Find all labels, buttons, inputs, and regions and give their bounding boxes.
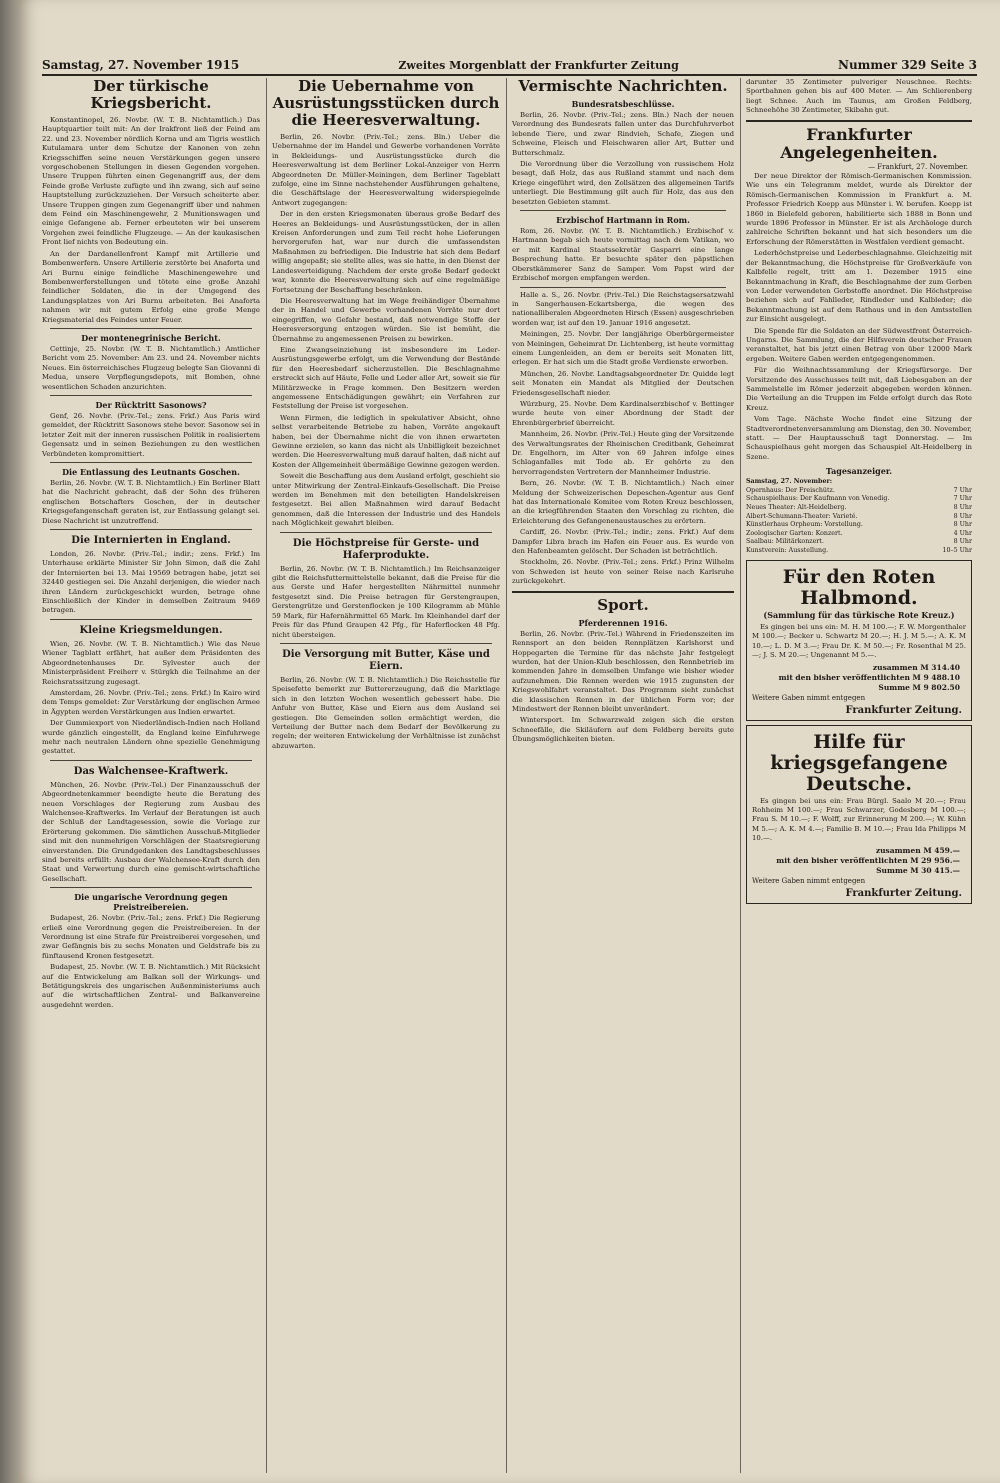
local-news-title: Frankfurter Angelegenheiten. [780, 124, 938, 162]
appeal-body: Es gingen bei uns ein: Frau Bürgl. Saalo M 20.—; Frau Rohheim M 100.—; Frau Schwarzer, Godesberg M 100.—; Frau S. M 10.—; F. Wolff, zur Erinnerung M 200.—; W. Kühn M 5.—; A. K. M 4.—; Familie B. M 10.—; Frau Ida Philipps M 10.—. [752, 796, 966, 843]
schedule-time: 7 Uhr [953, 495, 972, 503]
divider [280, 532, 492, 533]
divider [520, 210, 726, 211]
schedule-time: 8 Uhr [953, 538, 972, 546]
divider [50, 462, 252, 463]
schedule-event: Neues Theater: Alt-Heidelberg. [746, 504, 847, 511]
divider [280, 643, 492, 644]
newspaper-page [18, 0, 1000, 1483]
article-paragraph: Für die Weihnachtssammlung der Kriegsfürsorge. Der Vorsitzende des Ausschusses teilt mit, daß Liebesgaben an der Sammelstelle im Römer jederzeit abgegeben werden können. Die Verteilung an die Truppen im Felde erfolgt durch das Rote Kreuz. [746, 366, 972, 412]
section-heading: Das Walchensee-Kraftwerk. [73, 765, 229, 777]
schedule-row [746, 487, 972, 496]
section-heading: Die Internierten in England. [71, 535, 231, 547]
schedule-row [746, 504, 972, 513]
article-paragraph: Bern, 26. Novbr. (W. T. B. Nichtamtlich.) Nach einer Meldung der Schweizerischen Depeschen-Agentur aus Genf hat das Internationale Komitee vom Roten Kreuz beschlossen, an die kriegführenden Staaten den Vorschlag zu richten, die Erleichterung des Gefangenenaustausches zu erörtern. [512, 479, 734, 525]
appeal-body: Es gingen bei uns ein: M. H. M 100.—; F. W. Morgenthaler M 100.—; Becker u. Schwartz M 20.—; H. J. M 5.—; A. K. M 10.—; L. D. M 3.—; Frau Dr. K. M 50.—; Fr. Rosenthal M 25.—; J. S. M 20.—; Ungenannt M 5.—. [752, 622, 966, 660]
appeal-signature: Frankfurter Zeitung. [845, 705, 962, 717]
schedule-row [746, 513, 972, 522]
appeal-signature: Frankfurter Zeitung. [845, 888, 962, 900]
section-heading: Der Rücktritt Sasonows? [95, 399, 207, 410]
schedule-row [746, 530, 972, 539]
local-news-date: — Frankfurt, 27. November. [868, 162, 968, 171]
schedule-date: Samstag, 27. November: [746, 478, 833, 486]
article-paragraph: Mannheim, 26. Novbr. (Priv.-Tel.) Heute ging der Vorsitzende des Verwaltungsrates der Rheinischen Creditbank, Geheimrat Dr. Engelhorn, im Alter von 69 Jahren infolge eines Schlaganfalles mit Tode ab. Er gehörte zu den hervorragendsten Vertretern der Mannheimer Industrie. [512, 430, 734, 476]
schedule-row [746, 538, 972, 547]
article-paragraph: Rom, 26. Novbr. (W. T. B. Nichtamtlich.) Erzbischof v. Hartmann begab sich heute vormittag nach dem Vatikan, wo er mit Kardinal Staatssekretär Gasparri eine lange Besprechung hatte. Er besuchte später den päpstlichen Oberstkämmerer Sanz de Samper. Vom Papst wird der Erzbischof morgen empfangen werden. [512, 227, 734, 283]
divider [50, 887, 252, 888]
article-paragraph: Eine Zwangseinziehung ist insbesondere im Leder-Ausrüstungsgewerbe erfolgt, um die Verwendung der Bestände für den Heeresbedarf sicherzustellen. Die Beschlagnahme erstreckt sich auf Häute, Felle und Leder aller Art, soweit sie für Militärzwecke in Frage kommen. Den Besitzern werden angemessene Entschädigungen gewährt; ein Verfahren zur Feststellung der Preise ist vorgesehen. [272, 345, 500, 411]
masthead [42, 52, 977, 76]
red-crescent-appeal [746, 560, 972, 721]
article-paragraph: Berlin, 26. Novbr. (Priv.-Tel.; zens. Bln.) Nach der neuen Verordnung des Bundesrats fallen unter das Durchfuhrverbot lebende Tiere, und zwar Rindvieh, Schafe, Ziegen und Schweine, Fleisch und Fleischwaren aller Art, Butter und Butterschmalz. [512, 111, 734, 157]
column-rule [740, 78, 741, 1473]
article-paragraph: Halle a. S., 26. Novbr. (Priv.-Tel.) Die Reichstagsersatzwahl in Sangerhausen-Eckartsberga, die wegen des nationalliberalen Abgeordneten Hirsch (Essen) ausgeschrieben worden war, ist auf den 19. Januar 1916 angesetzt. [512, 290, 734, 327]
appeal-title: Für den Roten Halbmond. [782, 565, 936, 609]
section-heading: Bundesratsbeschlüsse. [571, 99, 675, 109]
column-rule [266, 78, 267, 1473]
masthead-date: Samstag, 27. November 1915 [42, 58, 240, 72]
schedule-time: 8 Uhr [953, 521, 972, 529]
divider [50, 760, 252, 761]
appeal-total: Summe M 30 415.— [876, 866, 960, 876]
section-heading: Die ungarische Verordnung gegen Preistreibereien. [74, 892, 228, 913]
article-paragraph: Berlin, 26. Novbr. (W. T. B. Nichtamtlich.) Im Reichsanzeiger gibt die Reichsfuttermittelstelle bekannt, daß die Preise für die aus Gerste und Hafer hergestellten Nährmittel nunmehr festgesetzt sind. Die Preise betragen für Gerstengraupen, Gerstengrütze und Gerstenflocken je 100 Kilogramm ab Mühle 59 Mark, für Hafernährmittel 65 Mark. Im Kleinhandel darf der Preis für das Pfund Graupen 42 Pfg., für Haferflocken 48 Pfg. nicht übersteigen. [272, 564, 500, 639]
article-paragraph: Der Gummiexport von Niederländisch-Indien nach Holland wurde gänzlich eingestellt, da England keine Einfuhrwege mehr nach neutralen Ländern ohne spezielle Genehmigung gestattet. [42, 719, 260, 756]
schedule-event: Kunstverein: Ausstellung. [746, 546, 829, 554]
section-heading: Kleine Kriegsmeldungen. [79, 624, 223, 636]
appeal-total: Summe M 9 802.50 [878, 683, 960, 693]
section-heading: Tagesanzeiger. [825, 466, 893, 477]
appeal-previous: mit den bisher veröffentlichten M 29 956.— [776, 856, 960, 866]
section-heading: Pferderennen 1916. [578, 617, 668, 628]
divider [520, 287, 726, 288]
schedule-event: Opernhaus: Der Freischütz. [746, 486, 835, 494]
masthead-title: Zweites Morgenblatt der Frankfurter Zeitung [398, 59, 679, 72]
article-paragraph: Wintersport. Im Schwarzwald zeigen sich die ersten Schneefälle, die Skiläufern auf dem Feldberg bereits gute Übungsmöglichkeiten bieten. [512, 716, 734, 744]
article-paragraph: Cettinje, 25. Novbr. (W. T. B. Nichtamtlich.) Amtlicher Bericht vom 25. November: Am 23. und 24. November nichts Neues. Ein österreichisches Flugzeug belegte San Giovanni di Medua, unsere Verpflegungsdepots, mit Bomben, ohne wesentlichen Schaden anzurichten. [42, 344, 260, 391]
article-paragraph: darunter 35 Zentimeter pulveriger Neuschnee. Rechts: Sportbahnen gehen bis auf 400 Meter. — Am Schlierenberg liegt Schnee. Auch im Taunus, am Großen Feldberg, Schneehöhe 30 Zentimeter, Skibahn gut. [746, 78, 972, 115]
article-paragraph: An der Dardanellenfront Kampf mit Artillerie und Bombenwerfern. Unsere Artillerie zerstörte bei Anaforta und Ari Burnu einige feindliche Maschinengewehre und Bombenwerferstellungen und tötete eine große Anzahl feindlicher Soldaten, die in der Umgegend des Landungsplatzes von Ari Burnu arbeiteten. Bei Anaforta nahmen wir mit gutem Erfolg eine große Menge Kriegsmaterial des Feindes unter Feuer. [42, 249, 260, 324]
article-paragraph: Die Verordnung über die Verzollung von russischem Holz besagt, daß Holz, das aus Rußland stammt und nach dem Kriege eingeführt wird, den Zollsätzen des allgemeinen Tarifs unterliegt. Die Bestimmung gilt auch für Holz, das aus den besetzten Gebieten stammt. [512, 160, 734, 206]
article-paragraph: Konstantinopel, 26. Novbr. (W. T. B. Nichtamtlich.) Das Hauptquartier teilt mit: An der Irakfront ließ der Feind am 22. und 23. November nördlich Korna und am Tigris westlich Kutulamara unter dem Schutze der Kanonen von zehn Kriegsschiffen seine neuen Verstärkungen gegen unsere vorgeschobenen Stellungen in diesen Gegenden vorgehen. Unsere Truppen führten einen Gegenangriff aus, der dem Feinde große Verluste zufügte und ihn zwang, sich auf seine Hauptstellung zurückzuziehen. Der Versuch scheiterte aber. Unsere Truppen gingen zum Gegenangriff über und nahmen dem Feind ein Maschinengewehr, 2 Munitionswagen und einige Gefangene ab. Ferner erbeuteten wir bei unserem Vorgehen zwei feindliche Flugzeuge. — An der kaukasischen Front lief nichts von Bedeutung ein. [42, 116, 260, 247]
article-title: Die Uebernahme von Ausrüstungsstücken durch die Heeresverwaltung. [272, 78, 500, 129]
article-title: Der türkische Kriegsbericht. [90, 78, 212, 112]
schedule-time: 8 Uhr [953, 504, 972, 511]
article-paragraph: Meiningen, 25. Novbr. Der langjährige Oberbürgermeister von Meiningen, Geheimrat Dr. Lichtenberg, ist heute vormittag einem Lungenleiden, an dem er bereits seit Monaten litt, erlegen. Er hat sich um die Stadt große Verdienste erworben. [512, 330, 734, 367]
article-paragraph: Stockholm, 26. Novbr. (Priv.-Tel.; zens. Frkf.) Prinz Wilhelm von Schweden ist heute von seiner Reise nach Karlsruhe zurückgekehrt. [512, 558, 734, 586]
article-paragraph: Soweit die Beschaffung aus dem Ausland erfolgt, geschieht sie unter Mitwirkung der Zentral-Einkaufs-Gesellschaft. Die Preise werden im Benehmen mit den beteiligten Handelskreisen festgesetzt. Bei allen Maßnahmen wird darauf Bedacht genommen, daß die Interessen der Industrie und des Handels nach Möglichkeit gewahrt bleiben. [272, 472, 500, 528]
article-paragraph: Berlin, 26. Novbr. (W. T. B. Nichtamtlich.) Die Reichsstelle für Speisefette bemerkt zur Buttererzeugung, daß die Marktlage sich in den letzten Wochen wesentlich gebessert habe. Die Anfuhr von Butter, Käse und Eiern aus dem Ausland sei gestiegen. Die Gemeinden sollen ermächtigt werden, die Verteilung der Butter nach dem Bedarf der Bevölkerung zu regeln; der weiteren Entwickelung der Verhältnisse ist zunächst abzuwarten. [272, 675, 500, 750]
schedule-row [746, 495, 972, 504]
article-paragraph: Berlin, 26. Novbr. (W. T. B. Nichtamtlich.) Ein Berliner Blatt hat die Nachricht gebracht, daß der Sohn des früheren englischen Botschafters Goschen, der in deutscher Kriegsgefangenschaft geraten ist, zur Entlassung gelangt sei. Diese Nachricht ist unzutreffend. [42, 479, 260, 525]
article-paragraph: Lederhöchstpreise und Lederbeschlagnahme. Gleichzeitig mit der Bekanntmachung, die Höchstpreise für Großverkäufe von Kalbfelle regelt, tritt am 1. Dezember 1915 eine Bekanntmachung in Kraft, die Beschlagnahme der zum Gerben von Leder verwendeten Gerbstoffe anordnet. Die Höchstpreise beziehen sich auf Fahlleder, Rindleder und Kalbleder; die Bekanntmachung ist auf dem Rathaus und in den Amtsstellen zur Einsicht ausgelegt. [746, 249, 972, 324]
page-edge [0, 0, 18, 1483]
schedule-event: Saalbau: Militärkonzert. [746, 538, 824, 546]
section-heading: Die Versorgung mit Butter, Käse und Eiern. [282, 648, 490, 672]
divider [50, 619, 252, 620]
article-title: Vermischte Nachrichten. [518, 78, 728, 95]
schedule-event: Zoologischer Garten: Konzert. [746, 529, 843, 537]
article-paragraph: München, 26. Novbr. Landtagsabgeordneter Dr. Quidde legt seit Monaten ein Mandat als Mitglied der Deutschen Friedensgesellschaft nieder. [512, 369, 734, 397]
schedule-time: 10–5 Uhr [942, 546, 972, 554]
article-paragraph: London, 26. Novbr. (Priv.-Tel.; indir.; zens. Frkf.) Im Unterhause erklärte Minister Sir John Simon, daß die Zahl der Internierten bei 13. Mai 19569 betragen habe, jetzt sei 32440 gestiegen sei. Die Anzahl derjenigen, die wieder nach ihren Ländern zurückgeschickt wurden, betrage ohne Einschließlich der Kinder in demselben Zeitraum 9469 betragen. [42, 550, 260, 615]
article-paragraph: Berlin, 26. Novbr. (Priv.-Tel.) Während in Friedenszeiten im Rennsport an den beiden Rennplätzen Karlshorst und Hoppegarten die Termine für das nächste Jahr festgelegt wurden, hat der Union-Klub beschlossen, den Rennbetrieb im kommenden Jahre in demselben Umfange wie bisher wieder aufzunehmen. Die Rennen werden wie 1915 zugunsten der Kriegswohlfahrt veranstaltet. Das Programm sieht zunächst die klassischen Rennen in der üblichen Form vor; der Mindestwert der Rennen bleibt unverändert. [512, 629, 734, 713]
article-paragraph: Wenn Firmen, die lediglich in spekulativer Absicht, ohne selbst verarbeitende Betriebe zu haben, Vorräte angekauft haben, bei der Übernahme nicht die von ihnen erwarteten Gewinne erzielen, so kann das nicht als Unbilligkeit bezeichnet werden. Die Heeresverwaltung muß darauf halten, daß nicht auf Kosten der Allgemeinheit übermäßige Gewinne gezogen werden. [272, 413, 500, 469]
divider [50, 395, 252, 396]
article-paragraph: Amsterdam, 26. Novbr. (Priv.-Tel.; zens. Frkf.) In Kairo wird dem Temps gemeldet: Zur Verstärkung der englischen Armee in Ägypten werden Verstärkungen aus Indien erwartet. [42, 688, 260, 716]
article-paragraph: Budapest, 26. Novbr. (Priv.-Tel.; zens. Frkf.) Die Regierung erließ eine Verordnung gegen die Preistreibereien. In der Verordnung ist eine Strafe für Preistreiberei vorgesehen, und zwar Gefängnis bis zu sechs Monaten und Geldstrafe bis zu fünftausend Kronen festgesetzt. [42, 914, 260, 960]
section-title-sport: Sport. [597, 595, 649, 614]
schedule-time: 4 Uhr [953, 529, 972, 537]
article-paragraph: Berlin, 26. Novbr. (Priv.-Tel.; zens. Bln.) Ueber die Uebernahme der im Handel und Gewerbe vorhandenen Vorräte in Bekleidungs- und Ausrüstungsstücke durch die Heeresverwaltung ist dem Berliner Lokal-Anzeiger von Herrn Abgeordneten Dr. Müller-Meiningen, dem Berliner Tageblatt zufolge, eine im Sinne nachstehender Ausführungen gehaltene, die Geschäftslage der Heeresverwaltung widerspiegelnde Antwort zugegangen: [272, 133, 500, 207]
article-paragraph: Der neue Direktor der Römisch-Germanischen Kommission. Wie uns ein Telegramm meldet, wurde als Direktor der Römisch-Germanischen Kommission in Frankfurt a. M. Professor Friedrich Koepp aus Münster i. W. berufen. Koepp ist 1860 in Bielefeld geboren, habilitierte sich 1888 in Bonn und wurde 1896 Professor in Münster. Er ist als Archäologe durch zahlreiche Schriften bekannt und hat sich besonders um die Erforschung der Römerstätten in Westfalen verdient gemacht. [746, 172, 972, 246]
column-rule [506, 78, 507, 1473]
divider [50, 529, 252, 530]
column-1 [42, 78, 260, 1473]
divider [50, 328, 252, 329]
event-schedule [746, 478, 972, 555]
schedule-event: Albert-Schumann-Theater: Varieté. [746, 512, 858, 520]
schedule-time: 7 Uhr [953, 486, 972, 494]
schedule-event: Künstlerhaus Orpheum: Vorstellung. [746, 521, 863, 529]
pow-appeal [746, 725, 972, 904]
appeal-title: Hilfe für kriegsgefangene Deutsche. [770, 730, 948, 795]
article-paragraph: Der in den ersten Kriegsmonaten überaus große Bedarf des Heeres an Bekleidungs- und Ausrüstungsstücken, der in allen Kreisen Anforderungen und zum Teil recht hohe Lieferungen hervorgerufen hat, war nur durch die umfassendsten Maßnahmen zu befriedigen. Die Industrie hat sich dem Bedarf willig angepaßt; sie stellte alles, was sie hatte, in den Dienst der Landesverteidigung. Nachdem der erste große Bedarf gedeckt war, konnte die Heeresverwaltung sich auf eine regelmäßige Fortsetzung der Beschaffung beschränken. [272, 210, 500, 294]
article-paragraph: München, 26. Novbr. (Priv.-Tel.) Der Finanzausschuß der Abgeordnetenkammer beendigte heute die Beratung des neuen Vorschlages der Regierung zum Ausbau des Walchensee-Kraftwerks. Im Verlauf der Beratungen ist auch der Schluß der Landtagesession, sowie die Vorlage zur Erörterung gekommen. Die sämtlichen Ausschuß-Mitglieder sind mit den nunmehrigen Vorschlägen der Staatsregierung einverstanden. Die Grundgedanken des Landtagsbeschlusses sind bereits erfüllt: Ausbau der Walchensee-Kraft durch den Staat und Verwertung durch eine gemischt-wirtschaftliche Gesellschaft. [42, 780, 260, 883]
column-3 [512, 78, 734, 1473]
appeal-subtitle: (Sammlung für das türkische Rote Kreuz.) [763, 609, 955, 620]
divider [746, 120, 972, 122]
column-2 [272, 78, 500, 1473]
section-heading: Die Höchstpreise für Gerste- und Haferprodukte. [292, 537, 480, 561]
schedule-row [746, 547, 972, 556]
article-paragraph: Würzburg, 25. Novbr. Dem Kardinalserzbischof v. Bettinger wurde heute von einer Abordnung der Stadt der Ehrenbürgerbrief überreicht. [512, 399, 734, 427]
article-paragraph: Budapest, 25. Novbr. (W. T. B. Nichtamtlich.) Mit Rücksicht auf die Entwickelung am Balkan soll der Wirkungs- und Betätigungskreis des ungarischen Außenministeriums auch auf die wirtschaftlichen Zentral- und Balkanvereine ausgedehnt werden. [42, 963, 260, 1009]
appeal-note: Weitere Gaben nimmt entgegen [752, 693, 866, 702]
appeal-subtotal: zusammen M 459.— [875, 845, 960, 855]
schedule-time: 8 Uhr [953, 512, 972, 520]
appeal-previous: mit den bisher veröffentlichten M 9 488.10 [778, 673, 960, 682]
appeal-note: Weitere Gaben nimmt entgegen [752, 876, 866, 885]
schedule-event: Schauspielhaus: Der Kaufmann von Venedig. [746, 495, 890, 503]
schedule-row [746, 521, 972, 530]
appeal-subtotal: zusammen M 314.40 [872, 662, 960, 672]
article-paragraph: Cardiff, 26. Novbr. (Priv.-Tel.; indir.; zens. Frkf.) Auf dem Dampfer Libra brach im Hafen ein Feuer aus. Es wurde von den Hafenbeamten gelöscht. Der Schaden ist beträchtlich. [512, 528, 734, 556]
masthead-issue: Nummer 329 Seite 3 [837, 58, 977, 72]
divider [512, 591, 734, 593]
article-paragraph: Die Spende für die Soldaten an der Südwestfront Österreich-Ungarns. Die Sammlung, die der Hilfsverein deutscher Frauen veranstaltet, hat bis jetzt einen Betrag von über 12000 Mark ergeben. Weitere Gaben werden entgegengenommen. [746, 326, 972, 363]
section-heading: Die Entlassung des Leutnants Goschen. [62, 467, 240, 477]
article-paragraph: Vom Tage. Nächste Woche findet eine Sitzung der Stadtverordnetenversammlung am Dienstag, den 30. November, statt. — Der Hauptausschuß tagt Donnerstag. — Im Schauspielhaus geht morgen das Schauspiel Alt-Heidelberg in Szene. [746, 415, 972, 461]
column-4 [746, 78, 972, 1473]
section-heading: Erzbischof Hartmann in Rom. [556, 215, 690, 226]
article-paragraph: Die Heeresverwaltung hat im Wege freihändiger Übernahme der in Handel und Gewerbe vorhandenen Vorräte nur dort eingegriffen, wo Gefahr bestand, daß notwendige Stoffe der Heeresversorgung entzogen würden. Sie ist bemüht, die Übernahme zu angemessenen Preisen zu bewirken. [272, 296, 500, 343]
article-paragraph: Genf, 26. Novbr. (Priv.-Tel.; zens. Frkf.) Aus Paris wird gemeldet, der Rücktritt Sasonows stehe bevor. Sasonow sei in letzter Zeit mit der inneren russischen Politik in realisiertem Gegensatz und in seinen Beziehungen zu den westlichen Verbündeten kompromittiert. [42, 411, 260, 458]
section-heading: Der montenegrinische Bericht. [81, 332, 221, 343]
article-paragraph: Wien, 26. Novbr. (W. T. B. Nichtamtlich.) Wie das Neue Wiener Tagblatt erfährt, hat außer dem Präsidenten des Abgeordnetenhauses Dr. Sylvester auch der Ministerpräsident Freiherr v. Stürgkh die Teilnahme an der Reichsratssitzung zugesagt. [42, 639, 260, 686]
